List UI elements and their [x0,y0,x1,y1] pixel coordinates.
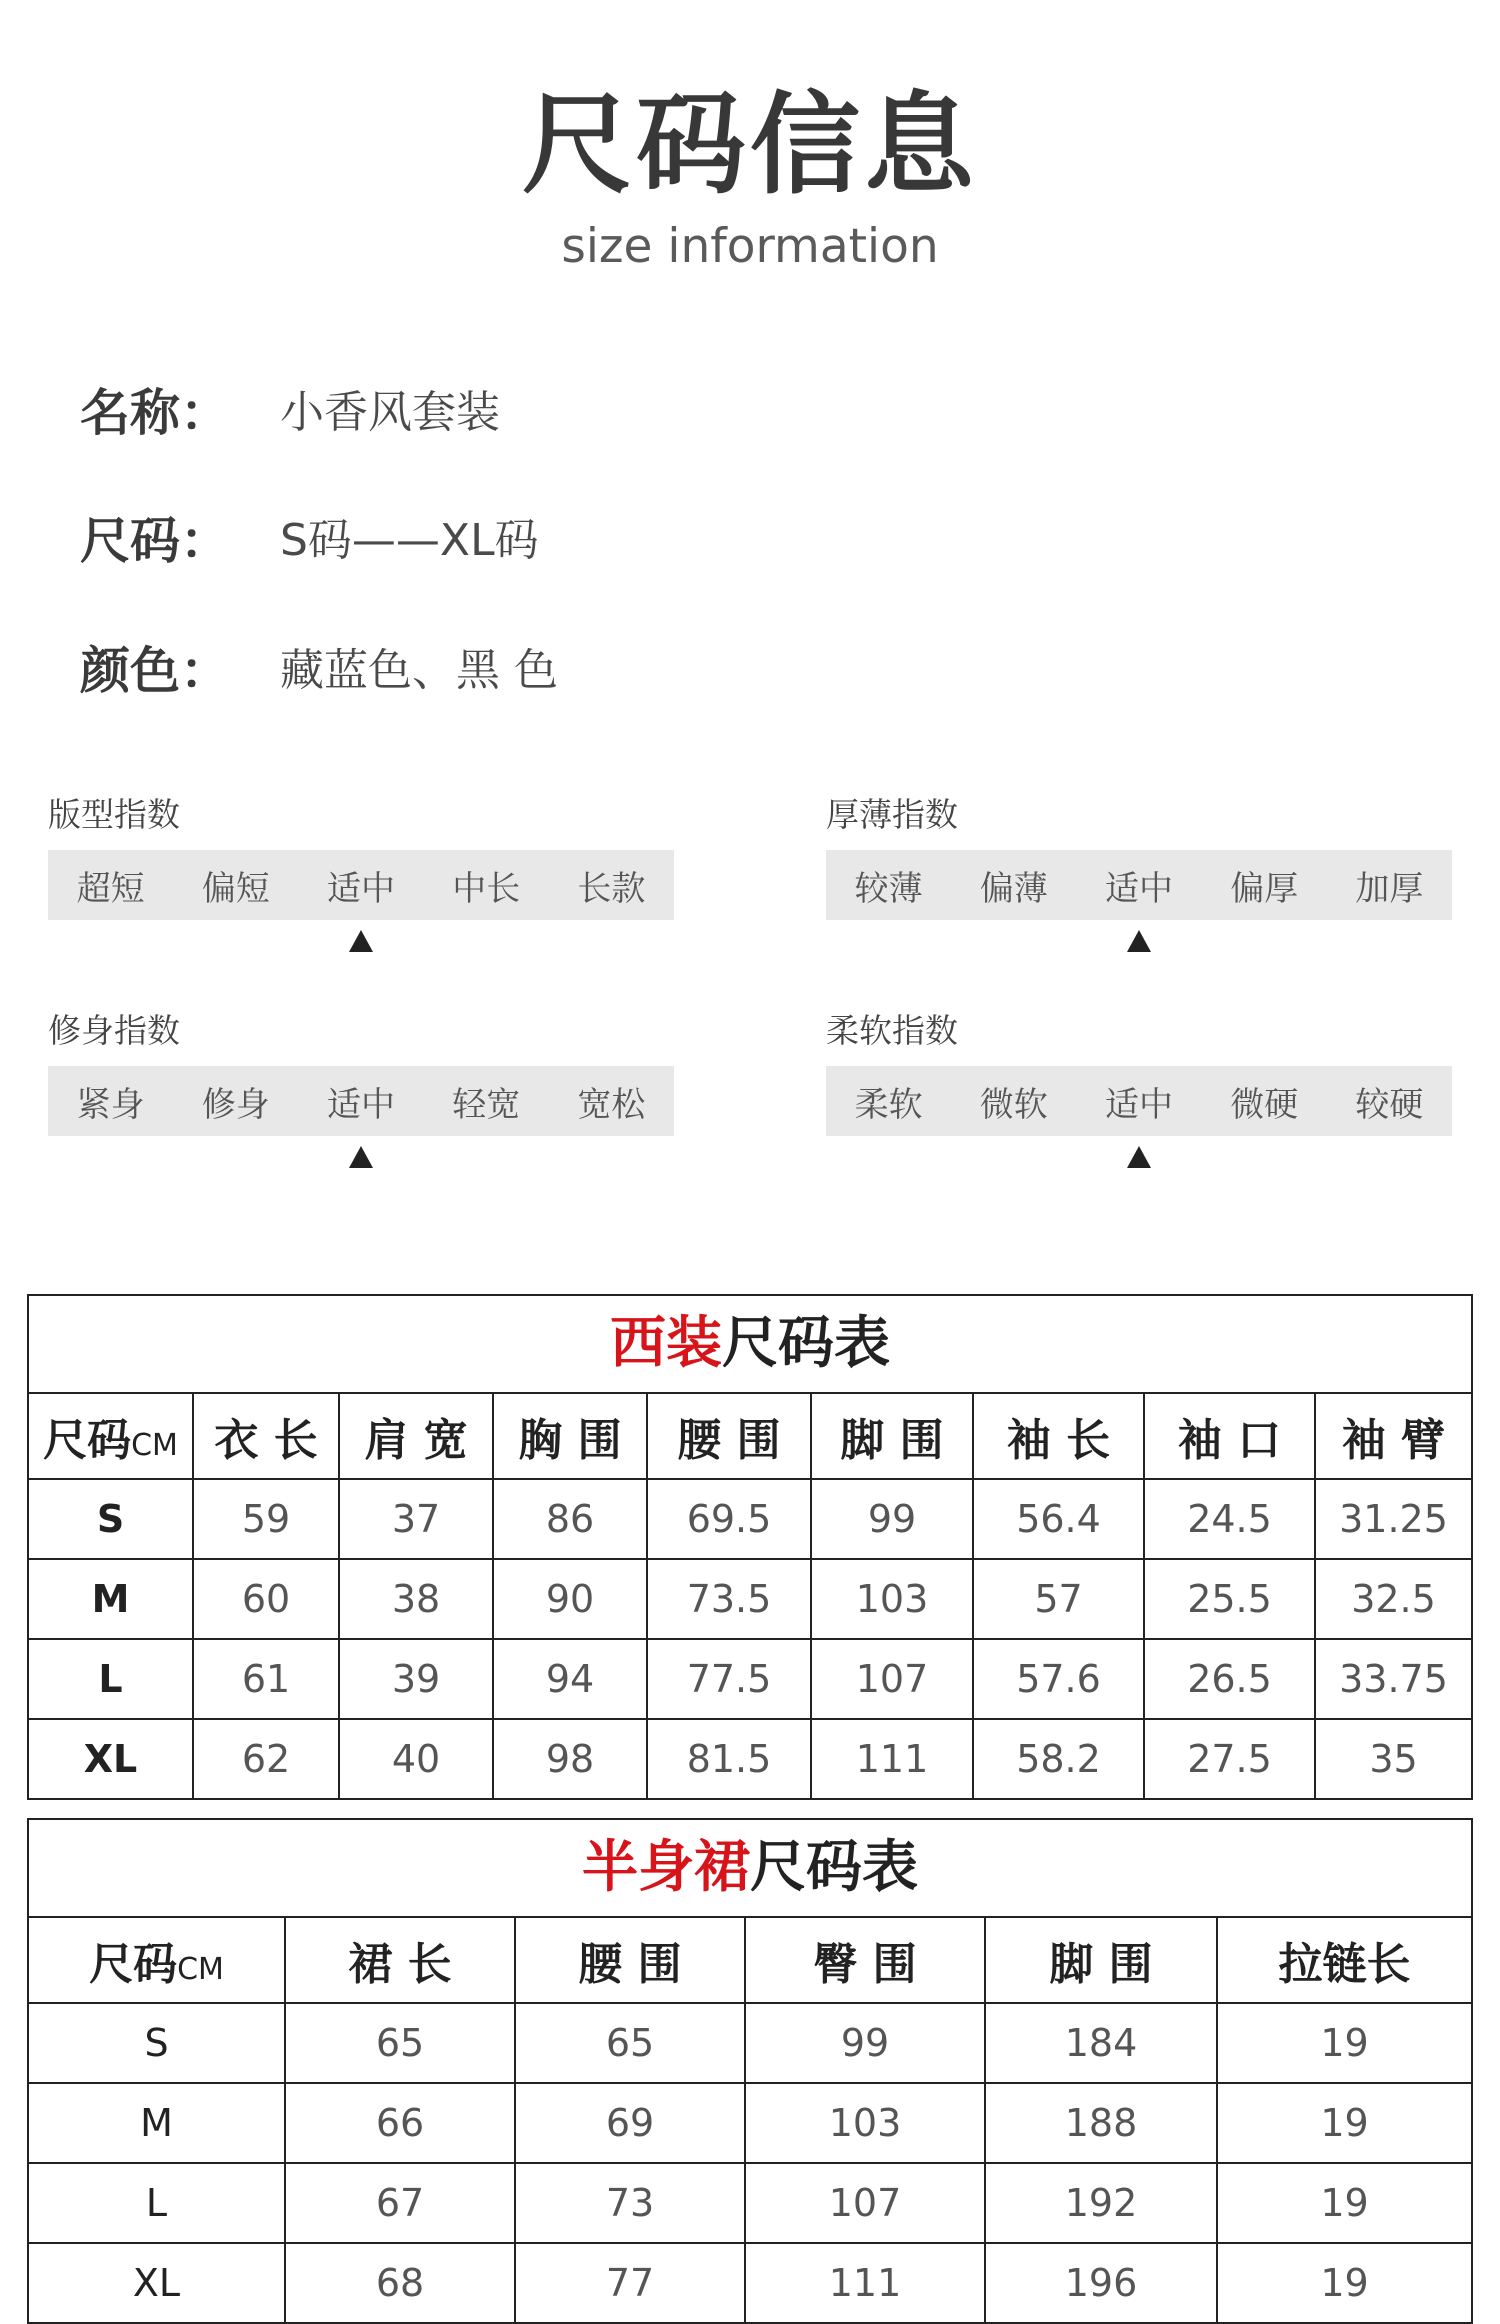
index-option: 修身 [201,1084,270,1125]
table-row [29,1479,1471,1559]
index-title: 柔软指数 [826,1011,958,1050]
size-cell: XL [29,2243,285,2322]
info-key: 名称： [80,384,230,442]
suit-size-table [27,1294,1473,1800]
info-key: 颜色： [80,642,230,700]
table-caption [29,1296,1471,1394]
info-value: 小香风套装 [280,387,500,438]
index-option: 超短 [76,868,145,909]
index-option: 偏厚 [1230,868,1299,909]
table-cell: 77 [515,2243,745,2322]
column-header: 腰 围 [515,1918,745,2003]
caption-highlight: 西装 [610,1311,722,1376]
index-option: 中长 [452,868,521,909]
info-value: S码——XL码 [280,515,539,566]
table-cell: 19 [1217,2083,1471,2163]
size-cell: M [29,1559,193,1639]
table-row [29,1639,1471,1719]
table-row [29,2163,1471,2243]
size-cell: L [29,1639,193,1719]
table-cell: 60 [193,1559,339,1639]
header-row [29,1918,1471,2003]
column-header-size: 尺码CM [29,1918,285,2003]
table-row [29,2083,1471,2163]
table-cell: 58.2 [973,1719,1144,1798]
table-cell: 32.5 [1315,1559,1471,1639]
table-cell: 61 [193,1639,339,1719]
column-header: 腰 围 [647,1394,811,1479]
triangle-marker-icon [1127,1146,1151,1168]
column-header: 袖 口 [1144,1394,1315,1479]
column-header: 脚 围 [985,1918,1217,2003]
table-cell: 107 [745,2163,985,2243]
header-row [29,1394,1471,1479]
size-grid [29,1394,1471,1798]
size-cell: XL [29,1719,193,1798]
triangle-marker-icon [1127,930,1151,952]
index-scale [48,850,674,920]
slim-index [48,1008,674,1178]
caption-text: 尺码表 [722,1311,890,1376]
column-header: 袖 长 [973,1394,1144,1479]
table-cell: 65 [515,2003,745,2083]
table-cell: 73 [515,2163,745,2243]
index-scale [826,1066,1452,1136]
table-cell: 26.5 [1144,1639,1315,1719]
index-option: 加厚 [1355,868,1424,909]
table-row [29,1559,1471,1639]
table-cell: 94 [493,1639,647,1719]
size-grid [29,1918,1471,2322]
table-cell: 81.5 [647,1719,811,1798]
index-scale [48,1066,674,1136]
table-cell: 62 [193,1719,339,1798]
table-row [29,2243,1471,2322]
index-option: 微软 [979,1084,1048,1125]
table-cell: 35 [1369,1737,1418,1781]
skirt-size-table [27,1818,1473,2324]
table-cell: 57 [973,1559,1144,1639]
table-cell: 86 [493,1479,647,1559]
table-cell: 56.4 [973,1479,1144,1559]
index-option: 轻宽 [452,1084,521,1125]
table-cell: 69.5 [647,1479,811,1559]
index-option: 偏短 [201,868,270,909]
index-title: 版型指数 [48,795,180,834]
index-title: 修身指数 [48,1011,180,1050]
column-header: 袖 臂 [1315,1394,1471,1479]
caption-highlight: 半身裙 [582,1835,750,1900]
index-option: 适中 [1105,1084,1173,1125]
size-cell: S [29,1479,193,1559]
table-cell: 99 [811,1479,973,1559]
table-cell: 184 [985,2003,1217,2083]
table-cell: 24.5 [1144,1479,1315,1559]
table-cell: 103 [745,2083,985,2163]
table-cell: 39 [339,1639,493,1719]
index-option: 宽松 [577,1084,646,1125]
column-header: 臀 围 [745,1918,985,2003]
softness-index [826,1008,1452,1178]
fit-index [48,792,674,962]
table-cell: 57.6 [973,1639,1144,1719]
table-cell: 99 [745,2003,985,2083]
table-cell: 107 [811,1639,973,1719]
page-title: 尺码信息 [522,81,978,209]
index-option: 柔软 [854,1084,923,1125]
column-header: 脚 围 [811,1394,973,1479]
table-cell: 65 [285,2003,515,2083]
triangle-marker-icon [349,930,373,952]
table-cell: 37 [339,1479,493,1559]
column-header: 裙 长 [285,1918,515,2003]
column-header: 肩 宽 [339,1394,493,1479]
table-cell: 103 [811,1559,973,1639]
table-cell: 192 [985,2163,1217,2243]
table-row [29,1719,1471,1798]
index-title: 厚薄指数 [826,795,958,834]
table-cell: 66 [285,2083,515,2163]
index-option: 较薄 [854,868,923,909]
table-cell: 31.25 [1315,1479,1471,1559]
table-row [29,2003,1471,2083]
table-cell: 111 [745,2243,985,2322]
column-header: 胸 围 [493,1394,647,1479]
index-option: 适中 [327,868,395,909]
table-cell: 77.5 [647,1639,811,1719]
table-caption [29,1820,1471,1918]
table-cell: 69 [515,2083,745,2163]
caption-text: 尺码表 [750,1835,918,1900]
size-cell: M [29,2083,285,2163]
column-header: 拉链长 [1217,1918,1471,2003]
table-cell: 90 [493,1559,647,1639]
table-cell: 33.75 [1315,1639,1471,1719]
page-subtitle: size information [561,219,939,274]
index-option: 适中 [1105,868,1173,909]
table-cell: 67 [285,2163,515,2243]
thickness-index [826,792,1452,962]
table-cell: 19 [1217,2163,1471,2243]
table-cell: 19 [1217,2003,1471,2083]
index-option: 偏薄 [979,868,1048,909]
size-cell: L [29,2163,285,2243]
index-scale [826,850,1452,920]
table-cell: 38 [339,1559,493,1639]
table-cell: 188 [985,2083,1217,2163]
table-cell: 27.5 [1144,1719,1315,1798]
table-cell: 59 [193,1479,339,1559]
size-cell: S [29,2003,285,2083]
column-header-size: 尺码CM [29,1394,193,1479]
info-key: 尺码： [80,512,230,570]
table-cell: 40 [339,1719,493,1798]
index-option: 较硬 [1355,1084,1424,1125]
table-cell: 73.5 [647,1559,811,1639]
info-value: 藏蓝色、黑 色 [280,645,558,696]
index-option: 适中 [327,1084,395,1125]
column-header: 衣 长 [193,1394,339,1479]
index-option: 微硬 [1230,1084,1299,1125]
table-cell: 98 [493,1719,647,1798]
index-option: 紧身 [76,1084,145,1125]
triangle-marker-icon [349,1146,373,1168]
table-cell: 111 [811,1719,973,1798]
table-cell: 25.5 [1144,1559,1315,1639]
table-cell: 68 [285,2243,515,2322]
table-cell: 19 [1320,2261,1369,2305]
table-cell: 196 [985,2243,1217,2322]
index-option: 长款 [577,868,646,909]
